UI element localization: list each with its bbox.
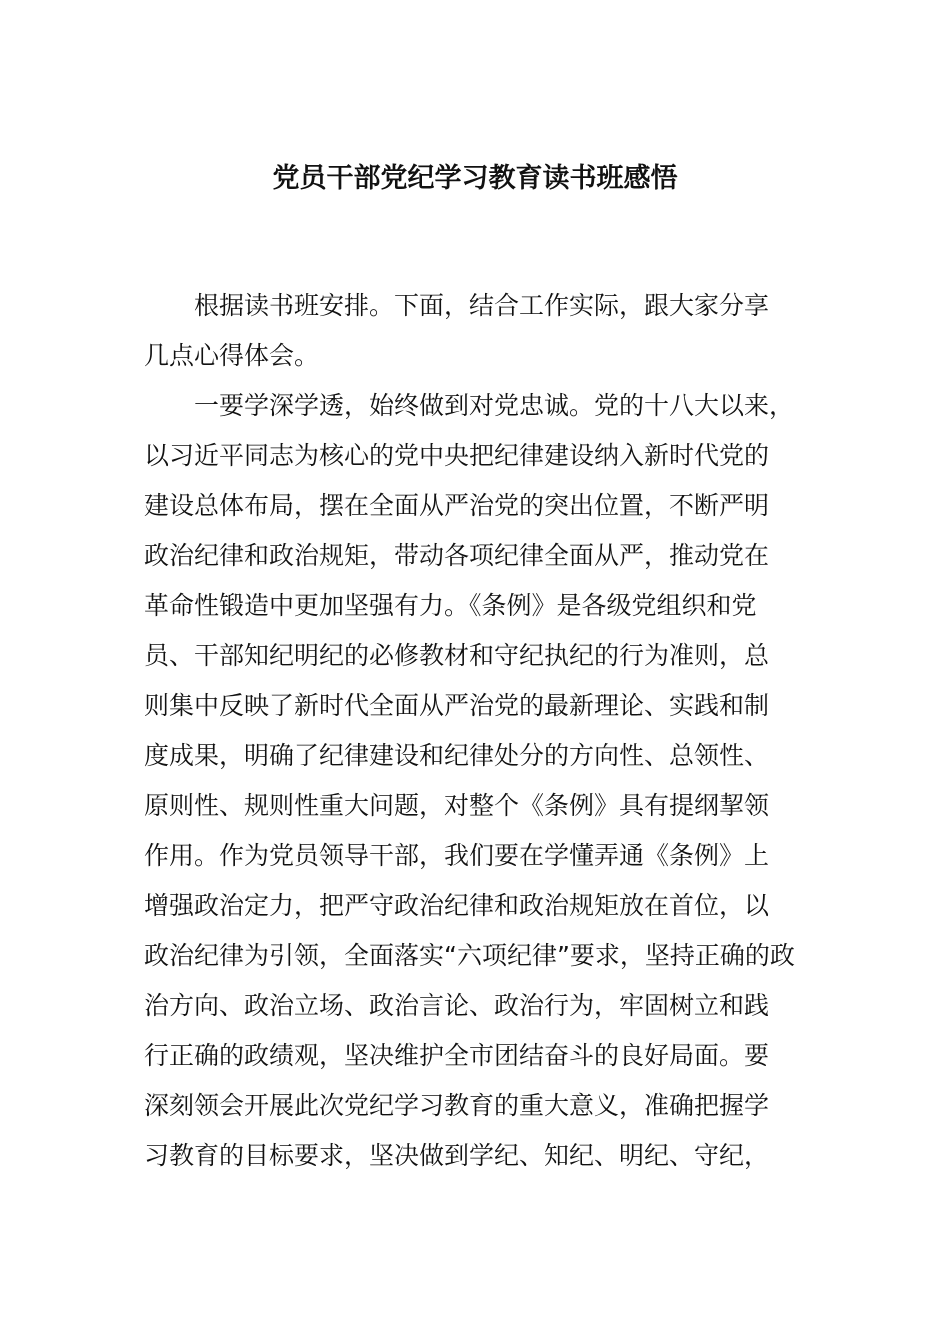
paragraph-2-line-12: 政治纪律为引领，全面落实“六项纪律”要求，坚持正确的政 — [144, 941, 795, 970]
paragraph-2-line-9: 原则性、规则性重大问题，对整个《条例》具有提纲挈领 — [144, 791, 770, 820]
paragraph-2-line-3: 建设总体布局，摆在全面从严治党的突出位置，不断严明 — [144, 491, 770, 520]
paragraph-2-line-6: 员、干部知纪明纪的必修教材和守纪执纪的行为准则，总 — [144, 641, 770, 670]
paragraph-2-line-15: 深刻领会开展此次党纪学习教育的重大意义，准确把握学 — [144, 1091, 770, 1120]
paragraph-2-line-5: 革命性锻造中更加坚强有力。《条例》是各级党组织和党 — [144, 591, 757, 620]
paragraph-2-line-4: 政治纪律和政治规矩，带动各项纪律全面从严，推动党在 — [144, 541, 770, 570]
document-title: 党员干部党纪学习教育读书班感悟 — [272, 163, 678, 194]
paragraph-2-line-7: 则集中反映了新时代全面从严治党的最新理论、实践和制 — [144, 691, 770, 720]
paragraph-2-line-8: 度成果，明确了纪律建设和纪律处分的方向性、总领性、 — [144, 741, 770, 770]
paragraph-2-line-1: 一要学深学透，始终做到对党忠诚。党的十八大以来， — [194, 391, 795, 420]
paragraph-2-line-14: 行正确的政绩观，坚决维护全市团结奋斗的良好局面。要 — [144, 1041, 770, 1070]
paragraph-1-line-1: 根据读书班安排。下面，结合工作实际，跟大家分享 — [194, 291, 770, 320]
paragraph-2-line-16: 习教育的目标要求，坚决做到学纪、知纪、明纪、守纪， — [144, 1141, 770, 1170]
document-body — [144, 281, 808, 1181]
paragraph-2-line-10: 作用。作为党员领导干部，我们要在学懂弄通《条例》上 — [144, 841, 770, 870]
paragraph-2-line-2: 以习近平同志为核心的党中央把纪律建设纳入新时代党的 — [144, 441, 770, 470]
paragraph-1-line-2: 几点心得体会。 — [144, 341, 320, 370]
paragraph-2-line-13: 治方向、政治立场、政治言论、政治行为，牢固树立和践 — [144, 991, 770, 1020]
paragraph-2-line-11: 增强政治定力，把严守政治纪律和政治规矩放在首位，以 — [144, 891, 770, 920]
